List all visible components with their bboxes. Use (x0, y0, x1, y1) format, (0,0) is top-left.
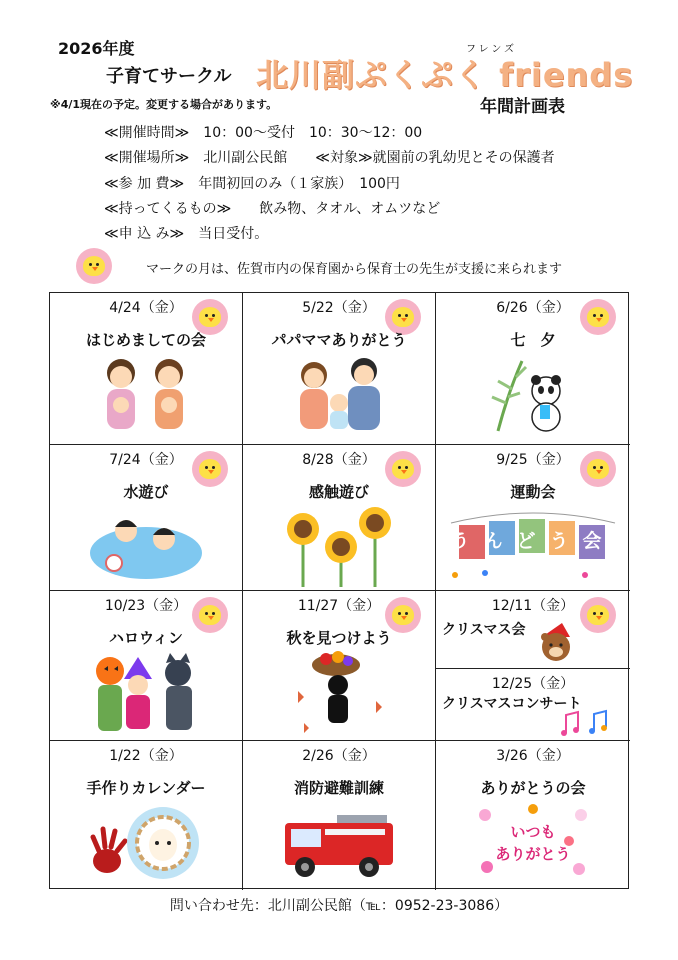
fire-truck-icon (277, 801, 401, 881)
event-name: 水遊び (123, 483, 169, 501)
bear-santa-icon (536, 621, 576, 663)
mark-legend (76, 248, 616, 284)
event-date: 11/27（金） (297, 598, 381, 614)
event-name: 秋を見つけよう (286, 629, 392, 647)
event-name: ハロウィン (108, 629, 184, 647)
event-name: はじめましての会 (85, 331, 206, 349)
event-date: 7/24（金） (109, 452, 183, 468)
event-cell (50, 591, 243, 741)
music-notes-icon (558, 709, 612, 739)
thank-you-flowers-icon (473, 801, 593, 881)
event-date: 5/22（金） (302, 300, 376, 316)
event-cell (50, 741, 243, 890)
info-bring: ≪持ってくるもの≫ 飲み物、タオル、オムツなど (104, 201, 441, 217)
event-cell (436, 669, 630, 741)
brand-ruby: フレンズ (466, 44, 518, 55)
chick-mark-icon (76, 248, 112, 284)
event-cell (436, 445, 630, 591)
info-place: ≪開催場所≫ 北川副公民館 ≪対象≫就園前の乳幼児とその保護者 (104, 150, 555, 166)
event-cell (243, 293, 436, 445)
parents-icon (284, 353, 394, 433)
tanabata-panda-icon (478, 353, 588, 433)
event-name: 手作りカレンダー (86, 779, 206, 797)
info-fee: ≪参 加 費≫ 年間初回のみ（１家族） 100円 (104, 176, 400, 192)
event-cell (50, 293, 243, 445)
event-name: 感触遊び (308, 483, 369, 501)
event-name: 運動会 (510, 483, 556, 501)
event-name: 七 夕 (510, 331, 556, 349)
event-date: 10/23（金） (104, 598, 188, 614)
event-cell (243, 591, 436, 741)
event-date: 4/24（金） (109, 300, 183, 316)
flower-text-1: いつも (510, 823, 556, 841)
event-date: 12/25（金） (491, 676, 575, 692)
event-cell (436, 293, 630, 445)
event-cell (243, 445, 436, 591)
event-name: クリスマスコンサート (442, 696, 582, 712)
event-date: 9/25（金） (496, 452, 570, 468)
sports-day-icon (445, 505, 621, 585)
event-date: 6/26（金） (496, 300, 570, 316)
water-play-icon (86, 505, 206, 581)
event-date: 8/28（金） (302, 452, 376, 468)
sunflower-icon (279, 505, 399, 589)
info-time: ≪開催時間≫ 10：00～受付 10：30～12：00 (104, 125, 423, 141)
schedule-grid (49, 292, 629, 889)
event-name: クリスマス会 (442, 622, 526, 638)
info-apply: ≪申 込 み≫ 当日受付。 (104, 226, 269, 242)
event-date: 3/26（金） (496, 748, 570, 764)
sports-banner-text: うんどう会 (450, 530, 616, 552)
year-label: 2026年度 (58, 39, 135, 58)
event-name: パパママありがとう (271, 331, 407, 349)
event-date: 1/22（金） (109, 748, 183, 764)
plan-title: 年間計画表 (480, 97, 565, 117)
notice-text: ※4/1現在の予定。変更する場合があります。 (50, 98, 278, 111)
event-cell (243, 741, 436, 890)
event-date: 12/11（金） (491, 598, 575, 614)
autumn-icon (284, 651, 394, 735)
event-cell (436, 591, 630, 669)
family-icon (91, 353, 201, 433)
sheep-handprint-icon (81, 801, 211, 885)
circle-label: 子育てサークル (106, 66, 232, 87)
event-name: 消防避難訓練 (293, 779, 384, 797)
brand-title: 北川副ぷくぷく friends (256, 56, 634, 94)
flower-text-2: ありがとう (495, 845, 571, 863)
event-cell (436, 741, 630, 890)
mark-note: マークの月は、佐賀市内の保育園から保育士の先生が支援に来られます (146, 262, 563, 277)
event-date: 2/26（金） (302, 748, 376, 764)
event-name: ありがとうの会 (480, 779, 586, 797)
halloween-icon (86, 651, 206, 735)
event-cell (50, 445, 243, 591)
contact-footer: 問い合わせ先：北川副公民館（℡：0952-23-3086） (169, 898, 509, 914)
